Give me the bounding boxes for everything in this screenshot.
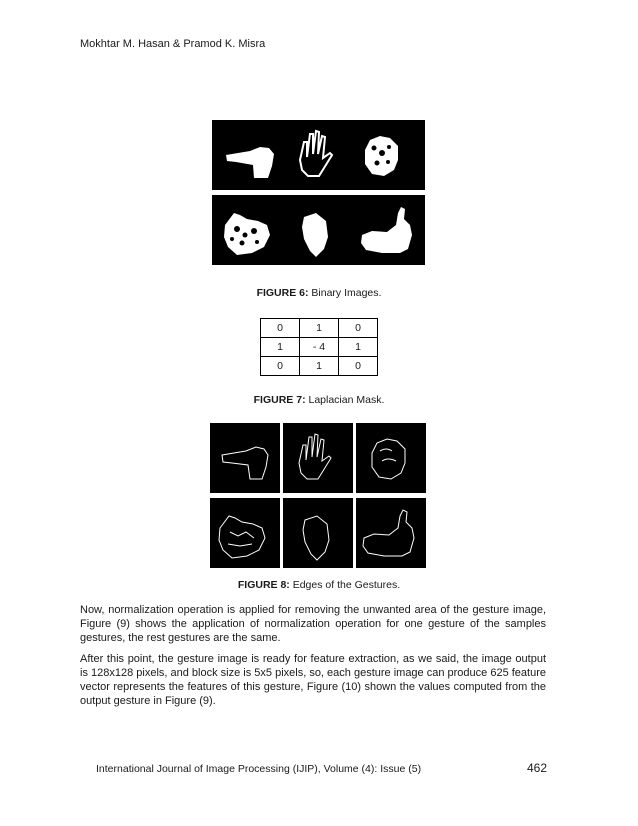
mask-row	[261, 357, 378, 376]
figure-7-caption-text: Laplacian Mask.	[308, 394, 385, 406]
figure-8-caption	[0, 579, 638, 591]
thumb-down-hand-shape	[302, 213, 328, 257]
figure-7-label: FIGURE 7:	[253, 394, 306, 406]
mask-cell: 1	[300, 319, 339, 338]
edge-image-spread-hand	[210, 498, 280, 568]
mask-cell: 0	[261, 357, 300, 376]
figure-8-label: FIGURE 8:	[237, 579, 290, 591]
figure-6-label: FIGURE 6:	[256, 287, 309, 299]
mask-cell: - 4	[300, 338, 339, 357]
figure-8-caption-text: Edges of the Gestures.	[292, 579, 401, 591]
edge-image-open-hand	[283, 423, 353, 493]
edge-image-pointing-hand	[210, 423, 280, 493]
fist-shape	[365, 136, 398, 176]
body-paragraph-normalization: Now, normalization operation is applied for removing the unwanted area of the gesture image, Figure (9) shows the application of normalization operation for one gesture of the samples gestures, the rest gestures are the same.	[80, 604, 546, 644]
flat-hand-shape	[361, 207, 412, 253]
mask-cell: 0	[339, 357, 378, 376]
journal-footer: International Journal of Image Processing (IJIP), Volume (4): Issue (5)	[96, 763, 422, 775]
mask-cell: 1	[261, 338, 300, 357]
mask-cell: 0	[339, 319, 378, 338]
binary-images-top-panel	[212, 120, 425, 190]
mask-cell: 1	[300, 357, 339, 376]
figure-6-binary-images	[212, 120, 425, 265]
figure-7-caption	[0, 394, 638, 406]
binary-images-bottom-panel	[212, 195, 425, 265]
edge-image-flat-hand	[356, 498, 426, 568]
open-hand-shape	[300, 131, 332, 176]
mask-row	[261, 319, 378, 338]
running-header: Mokhtar M. Hasan & Pramod K. Misra	[80, 38, 266, 50]
laplacian-mask-table	[260, 318, 378, 376]
pointing-hand-shape	[226, 147, 274, 178]
edge-image-fist	[356, 423, 426, 493]
body-paragraph-feature-extraction: After this point, the gesture image is ready for feature extraction, as we said, the image output is 128x128 pixels, and block size is 5x5 pixels, so, each gesture image can produce 625 feature vector represents the features of this gesture, Figure (10) shown the values computed from the output gesture in Figure (9).	[80, 653, 546, 707]
page-number: 462	[527, 761, 548, 775]
figure-6-caption	[0, 287, 638, 299]
edge-image-thumb-down-hand	[283, 498, 353, 568]
mask-row	[261, 338, 378, 357]
figure-6-caption-text: Binary Images.	[311, 287, 382, 299]
figure-8-edge-images	[210, 423, 427, 568]
mask-cell: 0	[261, 319, 300, 338]
mask-cell: 1	[339, 338, 378, 357]
